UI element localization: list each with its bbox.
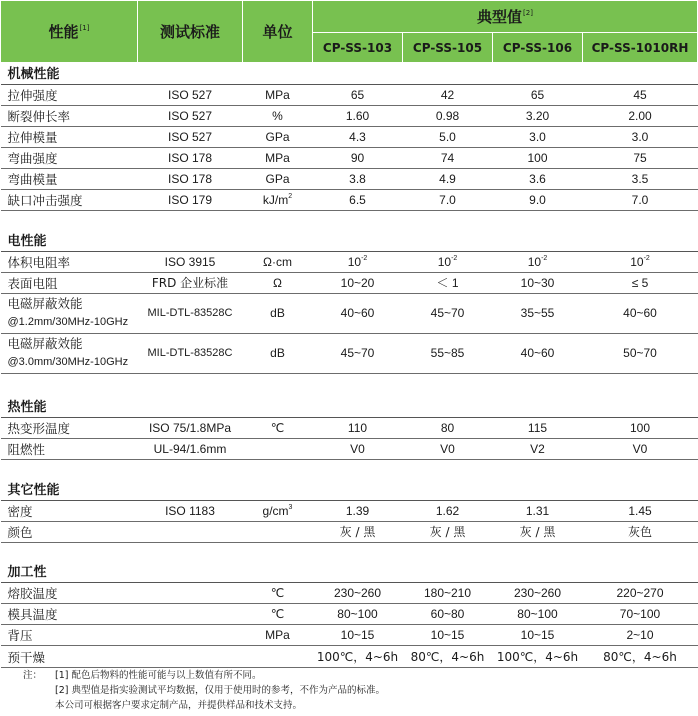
test-standard: ISO 3915 (138, 251, 243, 272)
unit-exponent: 3 (288, 503, 293, 511)
test-standard: ISO 1183 (138, 500, 243, 521)
footnotes (23, 668, 385, 713)
value-cell: 115 (493, 418, 583, 439)
value-base: 10 (527, 254, 542, 269)
value-exponent: -2 (451, 254, 458, 262)
value-cell: 80~100 (313, 604, 403, 625)
table-row (1, 646, 698, 668)
unit (243, 190, 313, 211)
unit: dB (243, 293, 313, 333)
section-title-mechanical: 机械性能 (1, 63, 698, 85)
property-name: 阻燃性 (1, 439, 138, 460)
header-grade: CP-SS-106 (493, 33, 583, 63)
property-name: 体积电阻率 (1, 251, 138, 272)
value-cell (493, 251, 583, 272)
value-cell: 灰色 (583, 521, 698, 542)
value-base: 10 (437, 254, 452, 269)
test-standard (138, 604, 243, 625)
section-gap (1, 373, 698, 396)
value-cell: 230~260 (313, 583, 403, 604)
table-row (1, 333, 698, 373)
property-name: 预干燥 (1, 646, 138, 668)
test-standard (138, 583, 243, 604)
property-name-line: 电磁屏蔽效能 (7, 296, 83, 311)
value-cell: 10~15 (403, 625, 493, 646)
table-row (1, 85, 698, 106)
footnote-line (23, 683, 385, 698)
unit (243, 500, 313, 521)
unit: Ω (243, 272, 313, 293)
value-cell: 42 (403, 85, 493, 106)
value-cell: 10~20 (313, 272, 403, 293)
header-grade: CP-SS-103 (313, 33, 403, 63)
table-row (1, 439, 698, 460)
unit (243, 646, 313, 668)
value-cell: 100℃，4~6h (493, 646, 583, 668)
test-standard: ISO 75/1.8MPa (138, 418, 243, 439)
table-row (1, 604, 698, 625)
property-name: 密度 (1, 500, 138, 521)
table-row (1, 293, 698, 333)
table-row (1, 127, 698, 148)
value-cell: 50~70 (583, 333, 698, 373)
value-cell: 230~260 (493, 583, 583, 604)
table-row (1, 418, 698, 439)
test-standard (138, 646, 243, 668)
value-cell: 74 (403, 148, 493, 169)
value-base: 10 (347, 254, 362, 269)
value-cell: 220~270 (583, 583, 698, 604)
property-name: 缺口冲击强度 (1, 190, 138, 211)
value-base: 10 (630, 254, 644, 269)
section-title-other: 其它性能 (1, 478, 698, 500)
unit: MPa (243, 625, 313, 646)
table-row (1, 272, 698, 293)
test-standard: ISO 527 (138, 85, 243, 106)
value-cell: 6.5 (313, 190, 403, 211)
value-cell: 45~70 (313, 333, 403, 373)
test-standard: ISO 178 (138, 148, 243, 169)
unit-base: g/cm (262, 503, 289, 518)
value-cell: 80℃，4~6h (403, 646, 493, 668)
value-cell: 4.9 (403, 169, 493, 190)
value-cell: 75 (583, 148, 698, 169)
value-cell: 35~55 (493, 293, 583, 333)
value-cell: 1.39 (313, 500, 403, 521)
unit: ℃ (243, 604, 313, 625)
table-row (1, 190, 698, 211)
value-cell: 灰 / 黑 (403, 521, 493, 542)
property-condition: @1.2mm/30MHz-10GHz (7, 316, 129, 328)
value-cell: 1.62 (403, 500, 493, 521)
unit-base: kJ/m (262, 193, 289, 207)
value-cell: 1.45 (583, 500, 698, 521)
value-cell: ＜ 1 (403, 272, 493, 293)
header-property: 性能[1] (1, 1, 138, 63)
value-cell: V0 (313, 439, 403, 460)
value-exponent: -2 (643, 254, 650, 262)
property-name: 模具温度 (1, 604, 138, 625)
value-cell: 9.0 (493, 190, 583, 211)
footnote-label: 注： (23, 670, 43, 681)
table-row (1, 169, 698, 190)
unit: MPa (243, 148, 313, 169)
value-exponent: -2 (361, 254, 368, 262)
footnote-line (23, 668, 385, 683)
value-cell: 45~70 (403, 293, 493, 333)
value-cell: 100 (583, 418, 698, 439)
value-cell: 3.8 (313, 169, 403, 190)
property-name: 弯曲模量 (1, 169, 138, 190)
value-cell: 40~60 (313, 293, 403, 333)
property-name (1, 293, 138, 333)
test-standard: ISO 527 (138, 106, 243, 127)
section-title-processing: 加工性 (1, 561, 698, 583)
value-cell: 3.6 (493, 169, 583, 190)
property-name: 颜色 (1, 521, 138, 542)
unit: GPa (243, 169, 313, 190)
property-name (1, 333, 138, 373)
value-cell: 45 (583, 85, 698, 106)
section-gap (1, 211, 698, 230)
value-cell: 2~10 (583, 625, 698, 646)
value-cell: V0 (583, 439, 698, 460)
unit: ℃ (243, 583, 313, 604)
property-name: 表面电阻 (1, 272, 138, 293)
value-cell: 180~210 (403, 583, 493, 604)
table-row (1, 583, 698, 604)
table-row (1, 251, 698, 272)
section-gap (1, 542, 698, 561)
table-row (1, 148, 698, 169)
value-cell (313, 251, 403, 272)
property-name: 弯曲强度 (1, 148, 138, 169)
value-cell: 40~60 (493, 333, 583, 373)
property-name-line: 电磁屏蔽效能 (7, 336, 83, 351)
value-cell: 7.0 (403, 190, 493, 211)
value-cell: 60~80 (403, 604, 493, 625)
test-standard: MIL-DTL-83528C (138, 333, 243, 373)
value-cell: 10~15 (313, 625, 403, 646)
header-typical-values: 典型值[2] (313, 1, 698, 33)
value-cell: 10~30 (493, 272, 583, 293)
property-condition: @3.0mm/30MHz-10GHz (7, 356, 129, 368)
test-standard: FRD 企业标准 (138, 272, 243, 293)
unit: ℃ (243, 418, 313, 439)
property-name: 拉伸强度 (1, 85, 138, 106)
footnote-line (23, 698, 385, 713)
value-cell: 1.60 (313, 106, 403, 127)
unit (243, 439, 313, 460)
value-exponent: -2 (541, 254, 548, 262)
value-cell (583, 251, 698, 272)
value-cell: V0 (403, 439, 493, 460)
value-cell: 100 (493, 148, 583, 169)
header-unit: 单位 (243, 1, 313, 63)
property-name: 拉伸模量 (1, 127, 138, 148)
value-cell: 3.5 (583, 169, 698, 190)
value-cell: ≤ 5 (583, 272, 698, 293)
value-cell: 80 (403, 418, 493, 439)
value-cell: 70~100 (583, 604, 698, 625)
value-cell: V2 (493, 439, 583, 460)
unit: GPa (243, 127, 313, 148)
test-standard: UL-94/1.6mm (138, 439, 243, 460)
unit: % (243, 106, 313, 127)
value-cell (403, 251, 493, 272)
value-cell: 2.00 (583, 106, 698, 127)
value-cell: 1.31 (493, 500, 583, 521)
property-name: 热变形温度 (1, 418, 138, 439)
value-cell: 40~60 (583, 293, 698, 333)
unit: dB (243, 333, 313, 373)
unit: Ω·cm (243, 251, 313, 272)
footnote-text: [2] 典型值是指实验测试平均数据，仅用于使用时的参考，不作为产品的标准。 (55, 685, 385, 696)
header-standard: 测试标准 (138, 1, 243, 63)
table-row (1, 625, 698, 646)
test-standard (138, 625, 243, 646)
property-name: 熔胶温度 (1, 583, 138, 604)
unit (243, 521, 313, 542)
test-standard: MIL-DTL-83528C (138, 293, 243, 333)
property-name: 背压 (1, 625, 138, 646)
unit: MPa (243, 85, 313, 106)
value-cell: 3.20 (493, 106, 583, 127)
value-cell: 0.98 (403, 106, 493, 127)
section-gap (1, 460, 698, 479)
table-row (1, 500, 698, 521)
value-cell: 110 (313, 418, 403, 439)
value-cell: 65 (493, 85, 583, 106)
header-grade: CP-SS-1010RH (583, 33, 698, 63)
table-row (1, 106, 698, 127)
value-cell: 80~100 (493, 604, 583, 625)
value-cell: 3.0 (583, 127, 698, 148)
unit-exponent: 2 (288, 193, 293, 200)
value-cell: 灰 / 黑 (313, 521, 403, 542)
value-cell: 80℃，4~6h (583, 646, 698, 668)
test-standard: ISO 527 (138, 127, 243, 148)
footnote-text: 本公司可根据客户要求定制产品，并提供样品和技术支持。 (55, 700, 303, 711)
value-cell: 3.0 (493, 127, 583, 148)
section-title-electrical: 电性能 (1, 229, 698, 251)
value-cell: 5.0 (403, 127, 493, 148)
test-standard: ISO 179 (138, 190, 243, 211)
footnote-text: [1] 配色后物料的性能可能与以上数值有所不同。 (55, 670, 262, 681)
value-cell: 10~15 (493, 625, 583, 646)
section-title-thermal: 热性能 (1, 396, 698, 418)
test-standard (138, 521, 243, 542)
value-cell: 灰 / 黑 (493, 521, 583, 542)
value-cell: 65 (313, 85, 403, 106)
header-grade: CP-SS-105 (403, 33, 493, 63)
value-cell: 100℃，4~6h (313, 646, 403, 668)
property-name: 断裂伸长率 (1, 106, 138, 127)
test-standard: ISO 178 (138, 169, 243, 190)
table-row (1, 521, 698, 542)
value-cell: 90 (313, 148, 403, 169)
value-cell: 7.0 (583, 190, 698, 211)
value-cell: 55~85 (403, 333, 493, 373)
value-cell: 4.3 (313, 127, 403, 148)
